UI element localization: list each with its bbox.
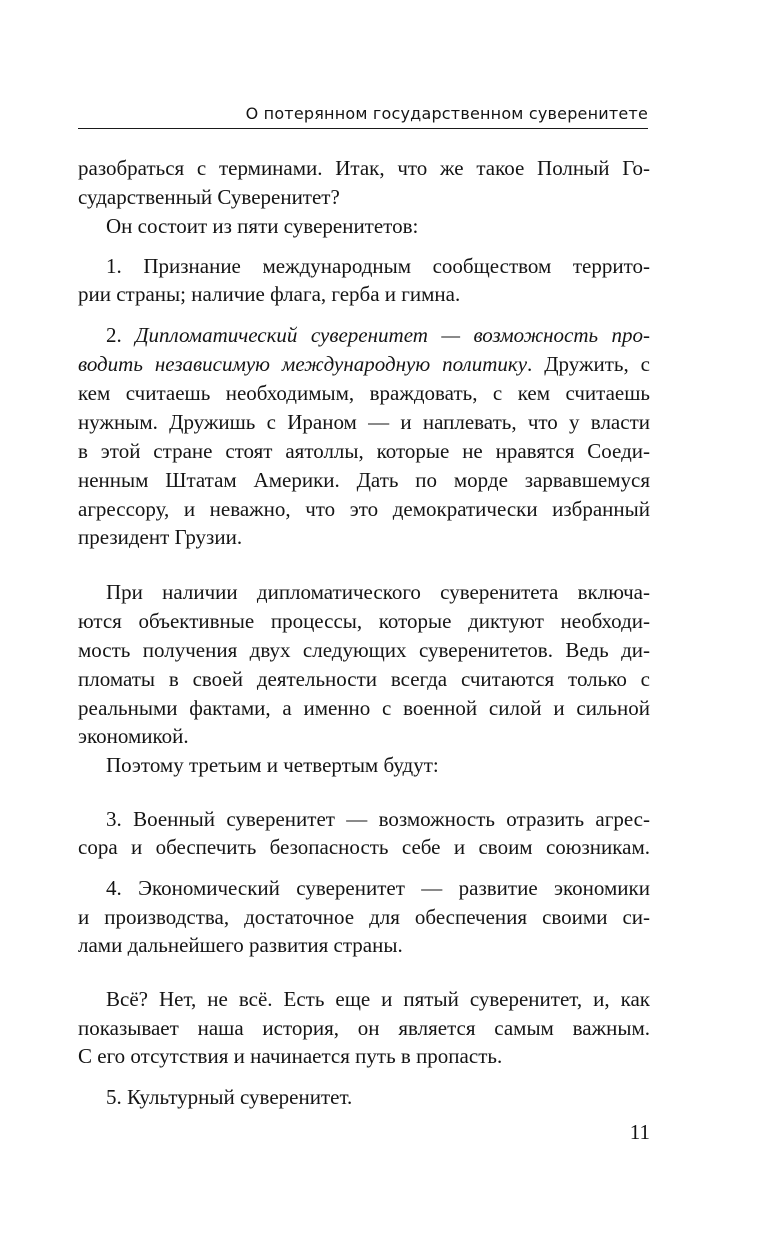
running-header bbox=[78, 100, 648, 129]
text-line: нужным. Дружишь с Ираном — и наплевать, что у власти bbox=[78, 410, 650, 434]
text-line: президент Грузии. bbox=[78, 525, 243, 549]
list-item-3-line: 3. Военный суверенитет — возможность отразить агрес- bbox=[106, 807, 650, 831]
running-header-title: О потерянном государственном суверенитете bbox=[245, 104, 648, 123]
text-line: Всё? Нет, не всё. Есть еще и пятый суверенитет, и, как bbox=[106, 987, 650, 1011]
list-item-4-line: и производства, достаточное для обеспечения своими си- bbox=[78, 905, 650, 929]
page-number: 11 bbox=[629, 1120, 650, 1144]
text-line: пломаты в своей деятельности всегда считаются только с bbox=[78, 667, 650, 691]
list-item-4-line: лами дальнейшего развития страны. bbox=[78, 933, 403, 957]
text-line: Поэтому третьим и четвертым будут: bbox=[106, 753, 439, 777]
list-item-1-line: рии страны; наличие флага, герба и гимна. bbox=[78, 282, 461, 306]
text-line: разобраться с терминами. Итак, что же такое Полный Го- bbox=[78, 156, 650, 180]
text-line: ются объективные процессы, которые диктуют необходи- bbox=[78, 609, 650, 633]
text-line: ненным Штатам Америки. Дать по морде зарвавшемуся bbox=[78, 468, 650, 492]
text-line: реальными фактами, а именно с военной силой и сильной bbox=[78, 696, 650, 720]
text-line: С его отсутствия и начинается путь в пропасть. bbox=[78, 1044, 503, 1068]
list-item-2-line bbox=[78, 351, 650, 377]
italic-text: водить независимую международную политику bbox=[78, 352, 528, 376]
text-line: сударственный Суверенитет? bbox=[78, 185, 340, 209]
text-line: агрессору, и неважно, что это демократически избранный bbox=[78, 497, 650, 521]
text-line: экономикой. bbox=[78, 724, 189, 748]
text-line: кем считаешь необходимым, враждовать, с кем считаешь bbox=[78, 381, 650, 405]
list-item-4-line: 4. Экономический суверенитет — развитие экономики bbox=[106, 876, 650, 900]
text-line: При наличии дипломатического суверенитета включа- bbox=[106, 580, 650, 604]
text-line: показывает наша история, он является самым важным. bbox=[78, 1016, 650, 1040]
text-line: в этой стране стоят аятоллы, которые не нравятся Соеди- bbox=[78, 439, 650, 463]
list-number: 2. bbox=[106, 323, 136, 347]
text-line: мость получения двух следующих суверенитетов. Ведь ди- bbox=[78, 638, 650, 662]
list-item-5-line: 5. Культурный суверенитет. bbox=[106, 1085, 353, 1109]
list-item-2-line bbox=[78, 322, 650, 348]
italic-text: Дипломатический суверенитет — возможность про- bbox=[135, 323, 650, 347]
list-item-3-line: сора и обеспечить безопасность себе и своим союзникам. bbox=[78, 835, 650, 859]
text-span: . Дружить, с bbox=[527, 352, 650, 376]
list-item-1-line: 1. Признание международным сообществом террито- bbox=[106, 254, 650, 278]
text-line: Он состоит из пяти суверенитетов: bbox=[106, 214, 419, 238]
